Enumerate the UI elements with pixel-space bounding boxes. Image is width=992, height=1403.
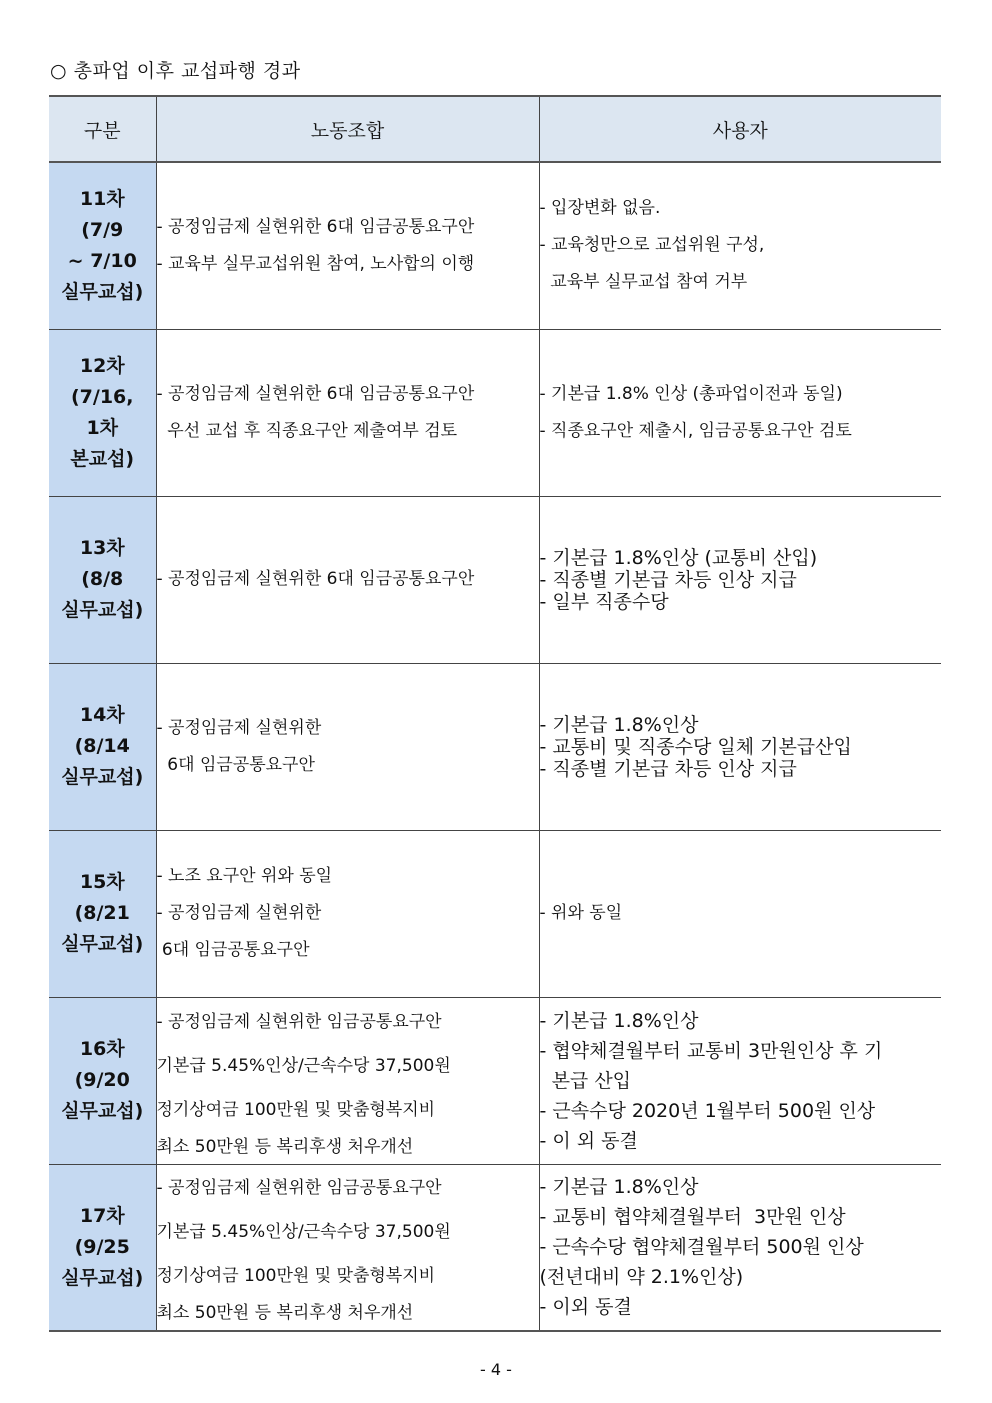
round-cell [49, 997, 156, 1164]
union-item: - 공정임금제 실현위한 [156, 717, 322, 738]
union-cell [156, 162, 539, 329]
header-union: 노동조합 [156, 96, 539, 162]
employer-item: - 이외 동결 [539, 1296, 632, 1319]
employer-cell [539, 663, 941, 830]
round-date: (8/8 [81, 568, 124, 590]
union-item: 기본급 5.45%인상/근속수당 37,500원 [156, 1055, 451, 1076]
employer-item: - 근속수당 2020년 1월부터 500원 인상 [539, 1099, 876, 1122]
round-label: 14차 [79, 704, 125, 726]
employer-item: - 기본급 1.8%인상 [539, 713, 699, 736]
table-row [49, 997, 941, 1164]
round-date: ~ 7/10 [67, 249, 137, 272]
union-item: - 공정임금제 실현위한 6대 임금공통요구안 [156, 569, 475, 589]
round-label: 12차 [79, 354, 125, 377]
round-date: (7/16, [70, 385, 134, 408]
page-number: - 4 - [480, 1360, 512, 1379]
union-cell [156, 329, 539, 496]
union-cell [156, 496, 539, 663]
negotiation-table [49, 95, 941, 1332]
table-row [49, 1164, 941, 1331]
round-label: 13차 [79, 537, 125, 559]
round-cell [49, 162, 156, 329]
round-date: (9/20 [74, 1069, 130, 1091]
employer-item: - 협약체결월부터 교통비 3만원인상 후 기 [539, 1039, 883, 1062]
union-item: - 공정임금제 실현위한 [156, 903, 322, 923]
employer-item: - 교육청만으로 교섭위원 구성, [539, 235, 765, 256]
header-category: 구분 [49, 96, 156, 162]
round-date: 1차 [86, 416, 119, 439]
employer-item: - 기본급 1.8%인상 (교통비 산입) [539, 546, 818, 569]
union-item: 우선 교섭 후 직종요구안 제출여부 검토 [156, 420, 458, 441]
union-item: - 공정임금제 실현위한 6대 임금공통요구안 [156, 216, 475, 237]
union-item: 최소 50만원 등 복리후생 처우개선 [156, 1303, 414, 1324]
union-item: 기본급 5.45%인상/근속수당 37,500원 [156, 1222, 451, 1243]
employer-item: - 기본급 1.8% 인상 (총파업이전과 동일) [539, 383, 843, 404]
employer-cell [539, 997, 941, 1164]
header-employer: 사용자 [539, 96, 941, 162]
employer-item: - 이 외 동결 [539, 1129, 638, 1152]
employer-item: - 기본급 1.8%인상 [539, 1009, 699, 1032]
employer-item: - 교통비 및 직종수당 일체 기본급산입 [539, 735, 852, 758]
union-item: - 공정임금제 실현위한 임금공통요구안 [156, 1178, 442, 1199]
employer-item: - 근속수당 협약체결월부터 500원 인상 [539, 1236, 864, 1259]
round-cell [49, 496, 156, 663]
union-item: - 노조 요구안 위와 동일 [156, 866, 333, 886]
union-cell [156, 830, 539, 997]
round-date: (8/21 [74, 902, 130, 924]
employer-cell [539, 329, 941, 496]
employer-cell [539, 496, 941, 663]
union-item: 6대 임금공통요구안 [156, 754, 315, 775]
round-label: 15차 [79, 871, 125, 893]
union-item: 최소 50만원 등 복리후생 처우개선 [156, 1136, 414, 1157]
employer-item: - 직종별 기본급 차등 인상 지급 [539, 568, 797, 591]
round-label: 16차 [79, 1038, 125, 1060]
employer-item: - 직종요구안 제출시, 임금공통요구안 검토 [539, 420, 852, 441]
round-type: 실무교섭) [61, 933, 144, 955]
round-date: (9/25 [74, 1235, 130, 1258]
table-row [49, 496, 941, 663]
round-date: (8/14 [74, 735, 130, 757]
union-cell [156, 1164, 539, 1331]
employer-item: - 기본급 1.8%인상 [539, 1176, 699, 1199]
round-cell [49, 329, 156, 496]
table-row [49, 663, 941, 830]
employer-cell [539, 1164, 941, 1331]
union-item: 정기상여금 100만원 및 맞춤형복지비 [156, 1266, 436, 1287]
round-date: (7/9 [81, 218, 124, 241]
employer-item: 본급 산입 [539, 1069, 632, 1092]
round-type: 실무교섭) [61, 280, 144, 303]
round-cell [49, 830, 156, 997]
employer-cell [539, 162, 941, 329]
table-row [49, 162, 941, 329]
round-cell [49, 663, 156, 830]
employer-item: - 위와 동일 [539, 903, 623, 923]
employer-item: - 직종별 기본급 차등 인상 지급 [539, 757, 797, 780]
round-label: 11차 [79, 187, 125, 210]
employer-item: - 교통비 협약체결월부터 3만원 인상 [539, 1206, 846, 1229]
union-item: - 공정임금제 실현위한 6대 임금공통요구안 [156, 383, 475, 404]
employer-item: 교육부 실무교섭 참여 거부 [539, 272, 748, 293]
table-header-row [49, 96, 941, 162]
union-cell [156, 663, 539, 830]
employer-cell [539, 830, 941, 997]
round-type: 실무교섭) [61, 599, 144, 621]
round-cell [49, 1164, 156, 1331]
round-type: 실무교섭) [61, 1266, 144, 1289]
table-row [49, 329, 941, 496]
union-item: 정기상여금 100만원 및 맞춤형복지비 [156, 1099, 436, 1120]
union-item: 6대 임금공통요구안 [156, 940, 310, 960]
union-cell [156, 997, 539, 1164]
round-type: 실무교섭) [61, 1100, 144, 1122]
table-row [49, 830, 941, 997]
employer-item: (전년대비 약 2.1%인상) [539, 1266, 744, 1289]
union-item: - 교육부 실무교섭위원 참여, 노사합의 이행 [156, 253, 475, 274]
employer-item: - 입장변화 없음. [539, 198, 661, 219]
round-label: 17차 [79, 1204, 125, 1227]
round-type: 본교섭) [70, 447, 135, 470]
union-item: - 공정임금제 실현위한 임금공통요구안 [156, 1011, 442, 1032]
section-heading: ○ 총파업 이후 교섭파행 경과 [50, 60, 301, 82]
employer-item: - 일부 직종수당 [539, 590, 669, 613]
round-type: 실무교섭) [61, 766, 144, 788]
